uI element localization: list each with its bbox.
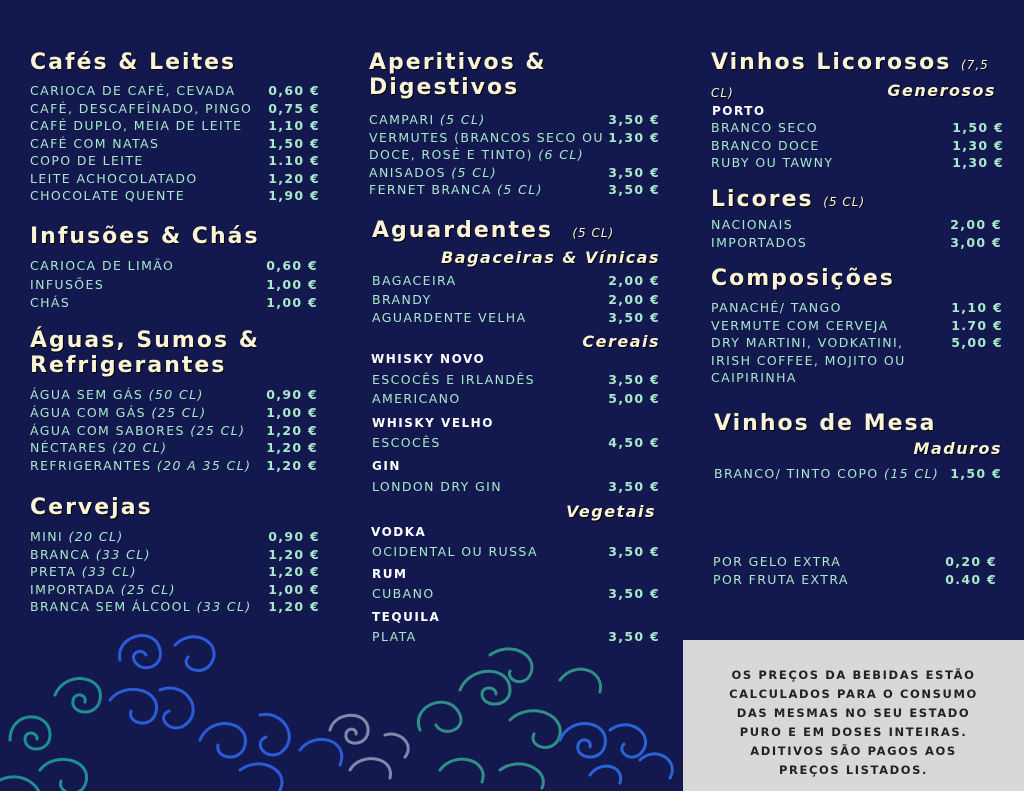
- menu-item: [372, 292, 660, 310]
- item-name: PANACHÉ/ TANGO: [711, 300, 842, 315]
- menu-item: [30, 564, 320, 582]
- item-price: 1,10 €: [268, 118, 320, 133]
- item-name: DOCE, ROSÉ E TINTO) (6 CL): [369, 147, 585, 162]
- item-name: DRY MARTINI, VODKATINI,: [711, 335, 904, 350]
- item-size: (25 CL): [151, 404, 207, 420]
- item-price: 0,60 €: [266, 258, 318, 273]
- section-title: Infusões & Chás: [30, 224, 260, 249]
- item-name: LONDON DRY GIN: [372, 479, 502, 494]
- menu-item: [711, 335, 1003, 353]
- item-size: (33 CL): [196, 599, 252, 614]
- item-price: 1,30 €: [952, 155, 1004, 170]
- menu-item: [30, 440, 318, 458]
- menu-item: [30, 458, 318, 476]
- menu-item: [372, 435, 660, 453]
- item-price: 0,75 €: [268, 100, 320, 116]
- menu-item: [30, 405, 318, 423]
- menu-item: [369, 112, 660, 130]
- item-price: 0,90 €: [268, 529, 320, 544]
- menu-item: [372, 273, 660, 291]
- item-name: CAMPARI (5 CL): [369, 112, 486, 127]
- item-name: IMPORTADA (25 CL): [30, 581, 176, 597]
- item-name: CHOCOLATE QUENTE: [30, 188, 186, 203]
- section-title: Cafés & Leites: [30, 50, 237, 75]
- menu-item: [372, 586, 660, 604]
- item-price: 1,00 €: [266, 404, 318, 420]
- item-price: 1,20 €: [268, 564, 320, 579]
- item-price: 3,50 €: [608, 310, 660, 325]
- item-name: CAFÉ COM NATAS: [30, 135, 160, 151]
- menu-item: [30, 258, 318, 276]
- item-price: 1,20 €: [268, 546, 320, 562]
- item-name: MINI (20 CL): [30, 529, 124, 544]
- menu-item: [711, 300, 1003, 318]
- menu-item: [372, 310, 660, 328]
- item-name: ANISADOS (5 CL): [369, 164, 498, 180]
- item-name: LEITE ACHOCOLATADO: [30, 170, 198, 186]
- section-title: Cervejas: [30, 495, 153, 520]
- item-price: 0,90 €: [266, 387, 318, 402]
- price-note: OS PREÇOS DA BEBIDAS ESTÃO CALCULADOS PARA O CONSUMO DAS MESMAS NO SEU ESTADO PURO E EM DOSES INTEIRAS. ADITIVOS SÃO PAGOS AOS PREÇOS LISTADOS.: [683, 640, 1024, 791]
- item-price: 1,90 €: [268, 188, 320, 203]
- section-title-line1: Aperitivos &: [369, 50, 547, 75]
- item-price: 0,60 €: [268, 83, 320, 98]
- item-size: (5 CL): [497, 182, 543, 197]
- item-price: 1.10 €: [268, 153, 320, 168]
- item-price: 1,30 €: [608, 129, 660, 145]
- subtitle-maduros: Maduros: [913, 439, 1002, 458]
- menu-item: [30, 171, 320, 189]
- item-price: 3,50 €: [608, 479, 660, 494]
- item-price: 3,50 €: [608, 372, 660, 387]
- item-size: (6 CL): [538, 147, 585, 162]
- menu-item: [711, 318, 1003, 336]
- item-size: (25 CL): [190, 422, 246, 438]
- category-vodka: VODKA: [371, 525, 427, 539]
- section-licores: [711, 187, 1002, 250]
- section-licorosos: [711, 50, 1004, 170]
- subtitle-generosos: Generosos: [887, 81, 996, 100]
- menu-item: [30, 83, 320, 101]
- item-name: AGUARDENTE VELHA: [372, 310, 527, 325]
- item-price: 1,20 €: [268, 170, 320, 186]
- item-price: 1.70 €: [951, 317, 1003, 333]
- item-name: VERMUTES (BRANCOS SECO OU: [369, 129, 604, 145]
- menu-item: [711, 155, 1004, 173]
- item-name: PLATA: [372, 629, 417, 644]
- section-infusoes: [30, 224, 318, 310]
- item-price: 3,00 €: [950, 234, 1002, 250]
- menu-item: [711, 353, 1003, 371]
- section-aguas: [30, 328, 318, 474]
- item-name: BRANCA (33 CL): [30, 546, 151, 562]
- menu-item: [369, 182, 660, 200]
- menu-item: [372, 544, 660, 562]
- item-price: 1,50 €: [952, 120, 1004, 135]
- item-price: 5,00 €: [951, 335, 1003, 350]
- item-price: 0,20 €: [945, 554, 997, 569]
- item-price: 2,00 €: [950, 217, 1002, 232]
- section-title-line2: Digestivos: [369, 75, 520, 100]
- category-rum: RUM: [372, 567, 408, 581]
- section-title: Composições: [711, 266, 895, 291]
- item-name: ESCOCÊS E IRLANDÊS: [372, 372, 535, 387]
- menu-item: [714, 466, 1002, 484]
- item-price: 3,50 €: [608, 112, 660, 127]
- item-size: (50 CL): [148, 387, 204, 402]
- item-size: (20 CL): [112, 440, 168, 456]
- item-size: (33 CL): [81, 564, 137, 579]
- subtitle-vegetais: Vegetais: [566, 502, 656, 521]
- section-title: Vinhos de Mesa: [714, 411, 937, 436]
- item-price: 3,50 €: [608, 164, 660, 180]
- menu-item: [30, 153, 320, 171]
- section-composicoes: [711, 266, 1003, 385]
- item-name: CUBANO: [372, 586, 435, 601]
- category-gin: GIN: [372, 459, 401, 473]
- item-price: 3,50 €: [608, 629, 660, 644]
- menu-item: [30, 101, 320, 119]
- menu-item: [369, 130, 660, 148]
- item-name: ÁGUA COM GÁS (25 CL): [30, 404, 207, 420]
- item-name: ESCOCÊS: [372, 435, 441, 450]
- item-name: OCIDENTAL OU RUSSA: [372, 544, 538, 559]
- item-size: (25 CL): [120, 581, 176, 597]
- item-name: BRANDY: [372, 291, 432, 307]
- menu-item: [372, 479, 660, 497]
- menu-item: [30, 547, 320, 565]
- menu-item: [369, 165, 660, 183]
- item-size: (5 CL): [451, 164, 498, 180]
- item-price: 3,50 €: [608, 586, 660, 601]
- item-name: POR GELO EXTRA: [713, 554, 842, 569]
- subtitle-cereais: Cereais: [582, 332, 660, 351]
- item-price: 5,00 €: [608, 390, 660, 406]
- section-title: Vinhos Licorosos (7,5 CL): [711, 50, 989, 100]
- menu-item: [30, 599, 320, 617]
- item-price: 3,50 €: [608, 544, 660, 559]
- item-name: BRANCO DOCE: [711, 137, 820, 153]
- section-cafes: [30, 50, 320, 203]
- item-name: VERMUTE COM CERVEJA: [711, 317, 889, 333]
- item-price: 1,50 €: [268, 135, 320, 151]
- section-aperitivos: [369, 50, 660, 197]
- item-name: COPO DE LEITE: [30, 153, 144, 168]
- item-price: 1,00 €: [268, 581, 320, 597]
- menu-item: [713, 554, 997, 572]
- item-size: (20 CL): [68, 529, 124, 544]
- item-name: REFRIGERANTES (20 A 35 CL): [30, 458, 252, 474]
- item-price: 1,00 €: [266, 295, 318, 310]
- menu-item: [372, 372, 660, 390]
- menu-item: [30, 582, 320, 600]
- item-price: 1,50 €: [950, 466, 1002, 481]
- item-name: CAIPIRINHA: [711, 370, 797, 385]
- item-name: CAFÉ DUPLO, MEIA DE LEITE: [30, 118, 243, 133]
- item-name: CHÁS: [30, 295, 71, 310]
- menu-item: [30, 295, 318, 313]
- item-name: CARIOCA DE LIMÃO: [30, 258, 175, 273]
- item-size: (15 CL): [884, 466, 940, 481]
- item-price: 1,00 €: [266, 276, 318, 292]
- menu-item: [30, 423, 318, 441]
- menu-item: [711, 370, 1003, 388]
- menu-item: [711, 235, 1002, 253]
- section-title: Aguardentes (5 CL): [372, 218, 615, 243]
- item-name: CAFÉ, DESCAFEÍNADO, PINGO: [30, 100, 253, 116]
- item-name: BAGACEIRA: [372, 273, 457, 288]
- item-size: (33 CL): [95, 546, 151, 562]
- item-name: PRETA (33 CL): [30, 564, 137, 579]
- menu-item: [30, 387, 318, 405]
- item-name: BRANCO/ TINTO COPO (15 CL): [714, 466, 940, 481]
- item-price: 1,20 €: [266, 422, 318, 438]
- category-whisky-novo: WHISKY NOVO: [371, 352, 486, 366]
- item-price: 2,00 €: [608, 273, 660, 288]
- item-name: IRISH COFFEE, MOJITO OU: [711, 352, 906, 368]
- item-name: BRANCO SECO: [711, 120, 818, 135]
- section-title-line1: Águas, Sumos &: [30, 328, 260, 353]
- item-name: POR FRUTA EXTRA: [713, 571, 849, 587]
- item-name: FERNET BRANCA (5 CL): [369, 182, 543, 197]
- section-title: Licores (5 CL): [711, 187, 866, 212]
- section-title-note: (5 CL): [572, 226, 615, 240]
- item-size: (5 CL): [439, 112, 486, 127]
- category-porto: PORTO: [712, 104, 766, 118]
- section-title-line2: Refrigerantes: [30, 353, 227, 378]
- subtitle-bagaceiras: Bagaceiras & Vínicas: [441, 248, 660, 267]
- item-name: IMPORTADOS: [711, 234, 808, 250]
- menu-item: [30, 188, 320, 206]
- swirl-decoration-icon: [0, 620, 683, 791]
- menu-item: [30, 529, 320, 547]
- section-title-note: (7,5 CL): [711, 58, 989, 100]
- item-price: 1,20 €: [266, 458, 318, 474]
- item-price: 1,20 €: [266, 440, 318, 456]
- item-name: AMERICANO: [372, 390, 461, 406]
- category-tequila: TEQUILA: [372, 610, 441, 624]
- menu-item: [30, 277, 318, 295]
- item-name: ÁGUA COM SABORES (25 CL): [30, 422, 246, 438]
- section-aguardentes: [372, 218, 660, 658]
- category-whisky-velho: WHISKY VELHO: [372, 416, 494, 430]
- menu-item: [30, 118, 320, 136]
- item-name: RUBY OU TAWNY: [711, 155, 834, 170]
- section-title-note: (5 CL): [823, 195, 866, 209]
- item-name: NACIONAIS: [711, 217, 794, 232]
- item-name: ÁGUA SEM GÁS (50 CL): [30, 387, 204, 402]
- item-price: 0.40 €: [945, 571, 997, 587]
- menu-item: [711, 120, 1004, 138]
- item-name: NÉCTARES (20 CL): [30, 440, 168, 456]
- item-name: INFUSÕES: [30, 276, 105, 292]
- menu-item: [711, 217, 1002, 235]
- item-price: 1,20 €: [268, 599, 320, 614]
- section-mesa: [714, 411, 1002, 481]
- section-cervejas: [30, 495, 320, 614]
- menu-item: [372, 391, 660, 409]
- item-name: BRANCA SEM ÁLCOOL (33 CL): [30, 599, 252, 614]
- item-name: CARIOCA DE CAFÉ, CEVADA: [30, 83, 236, 98]
- menu-item: [713, 572, 997, 590]
- item-price: 3,50 €: [608, 182, 660, 197]
- item-price: 1,30 €: [952, 137, 1004, 153]
- item-price: 2,00 €: [608, 291, 660, 307]
- menu-item: [30, 136, 320, 154]
- menu-item: [369, 147, 660, 165]
- menu-item: [711, 138, 1004, 156]
- item-price: 4,50 €: [608, 435, 660, 450]
- item-size: (20 A 35 CL): [156, 458, 252, 474]
- item-price: 1,10 €: [951, 300, 1003, 315]
